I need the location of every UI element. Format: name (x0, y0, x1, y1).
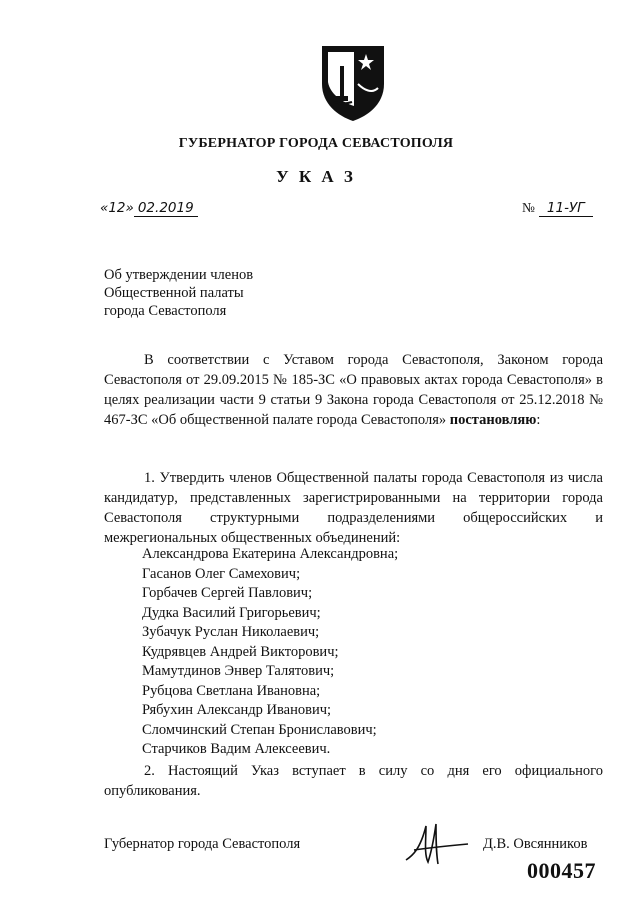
member-item: Сломчинский Степан Брониславович; (142, 721, 377, 738)
member-item: Кудрявцев Андрей Викторович; (142, 643, 339, 660)
intro-decree-word: постановляю (449, 412, 537, 428)
document-date (100, 200, 198, 216)
subject-line: города Севастополя (104, 303, 227, 319)
handwritten-signature (402, 820, 472, 866)
number-value: 11-УГ (539, 200, 593, 217)
member-item: Рябухин Александр Иванович; (142, 702, 332, 718)
subject-line: Общественной палаты (104, 285, 244, 301)
member-item: Мамутдинов Энвер Талятович; (142, 663, 335, 679)
member-item: Старчиков Вадим Алексеевич. (142, 741, 331, 757)
intro-paragraph (104, 350, 603, 430)
item-1-paragraph: 1. Утвердить членов Общественной палаты города Севастополя из числа кандидатур, представленных зарегистрированными на территории города Севастополя структурными подразделениями общероссийских и межрегиональных общественных объединений: (104, 470, 603, 546)
signatory-title: Губернатор города Севастополя (104, 836, 301, 852)
member-item: Горбачев Сергей Павлович; (142, 585, 313, 601)
date-prefix: «12» (100, 200, 134, 216)
number-prefix: № (522, 200, 535, 215)
document-number (522, 200, 593, 216)
signatory-name: Д.В. Овсянников (483, 836, 588, 852)
item-2-paragraph: 2. Настоящий Указ вступает в силу со дня его официального опубликования. (104, 763, 603, 799)
member-item: Гасанов Олег Самехович; (142, 565, 301, 582)
member-item: Дудка Василий Григорьевич; (142, 604, 321, 621)
members-list (142, 545, 398, 760)
member-item: Зубачук Руслан Николаевич; (142, 624, 320, 640)
intro-colon: : (536, 412, 541, 428)
intro-text: В соответствии с Уставом города Севастополя, Законом города Севастополя от 29.09.2015 № 185-ЗС «О правовых актах города Севастополя» в целях реализации части 9 статьи 9 Закона города Севастополя от 25.12.2018 № 467-ЗС «Об общественной палате города Севастополя» (104, 352, 603, 428)
document-subject (104, 266, 253, 320)
document-type: У К А З (276, 167, 356, 186)
date-value: 02.2019 (134, 200, 198, 217)
serial-number: 000457 (527, 858, 596, 883)
organization-title: ГУБЕРНАТОР ГОРОДА СЕВАСТОПОЛЯ (178, 136, 454, 151)
sevastopol-coat-of-arms-icon (320, 44, 386, 122)
member-item: Рубцова Светлана Ивановна; (142, 682, 321, 699)
member-item: Александрова Екатерина Александровна; (142, 546, 399, 562)
subject-line: Об утверждении членов (104, 267, 254, 283)
